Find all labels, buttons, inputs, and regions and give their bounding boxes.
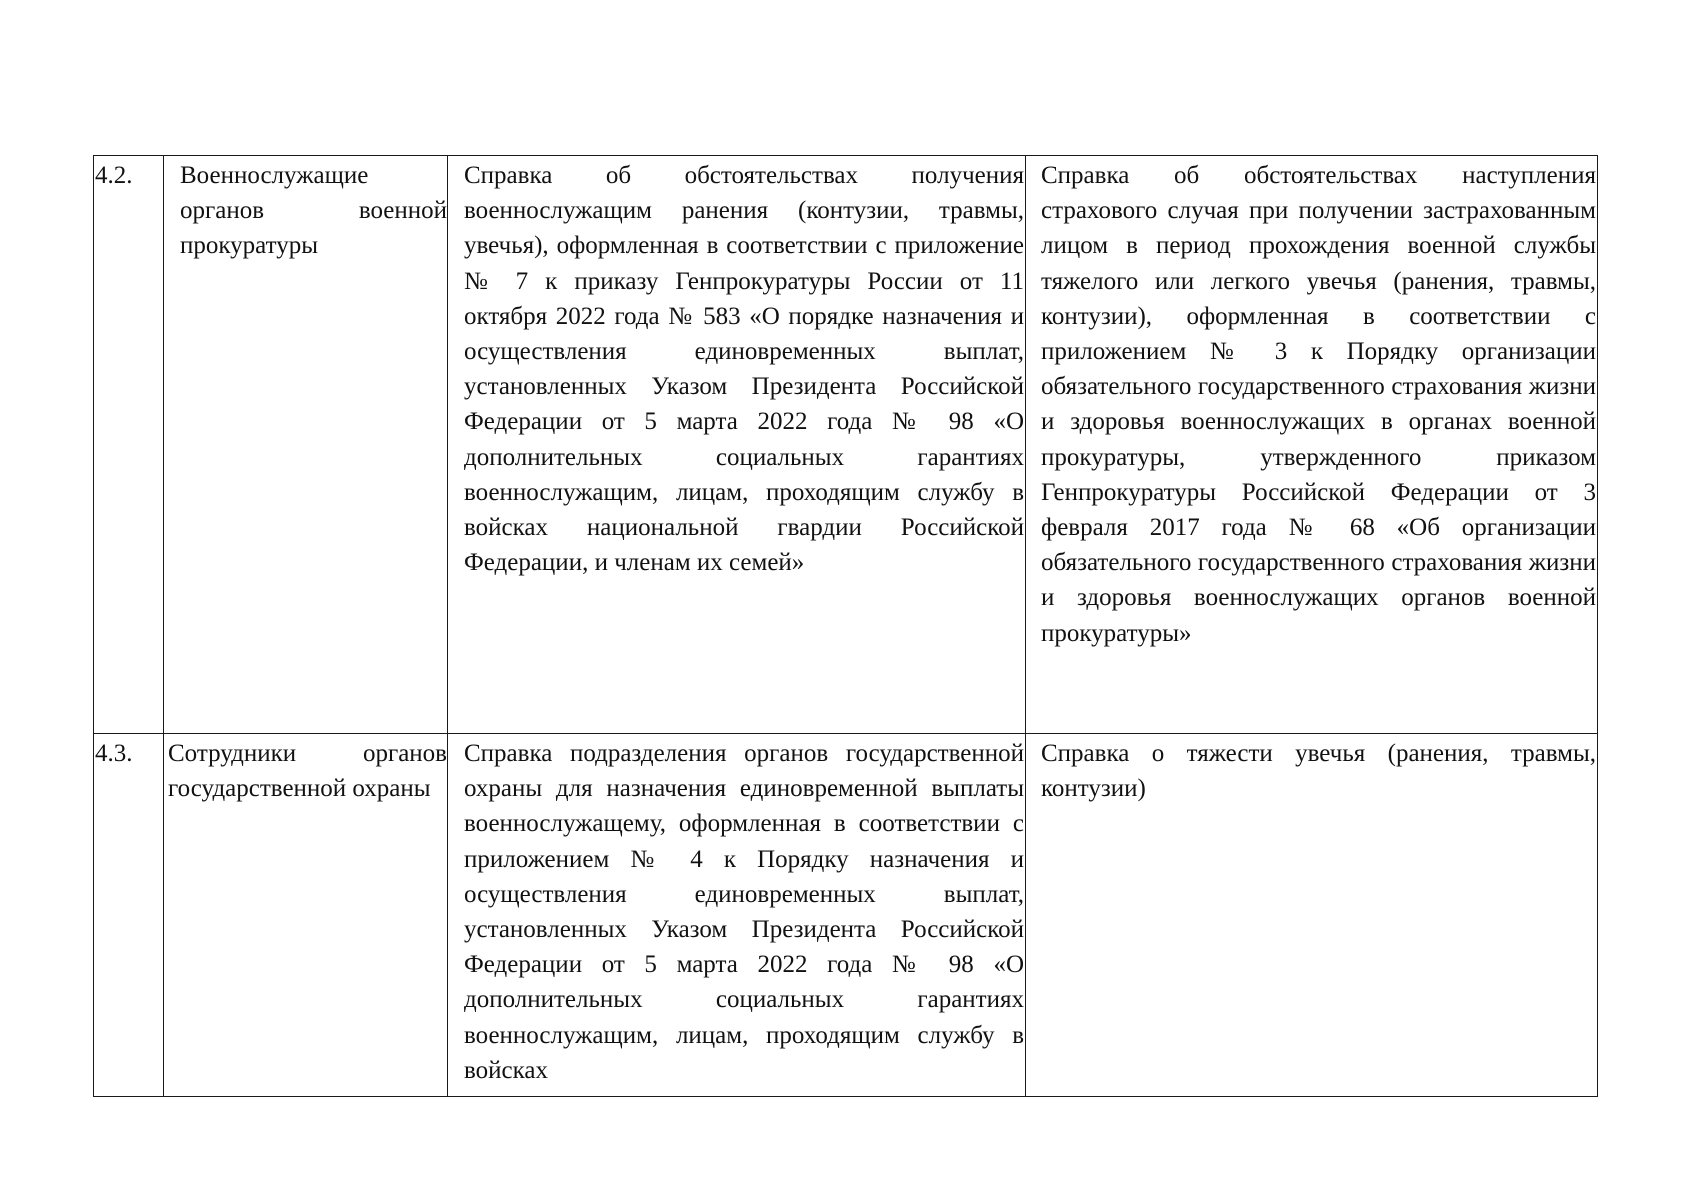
row-category: Сотрудники органов государственной охраны bbox=[164, 734, 448, 1097]
row-number: 4.2. bbox=[94, 156, 164, 734]
row-document-secondary: Справка о тяжести увечья (ранения, травмы, контузии) bbox=[1026, 734, 1598, 1097]
table-row bbox=[94, 156, 1598, 734]
row-number: 4.3. bbox=[94, 734, 164, 1097]
documents-table bbox=[93, 155, 1598, 1097]
row-document-secondary: Справка об обстоятельствах наступления страхового случая при получении застрахованным лицом в период прохождения военной службы тяжелого или легкого увечья (ранения, травмы, контузии), оформленная в соответствии с приложением № 3 к Порядку организации обязательного государственного страхования жизни и здоровья военнослужащих в органах военной прокуратуры, утвержденного приказом Генпрокуратуры Российской Федерации от 3 февраля 2017 года № 68 «Об организации обязательного государственного страхования жизни и здоровья военнослужащих органов военной прокуратуры» bbox=[1026, 156, 1598, 734]
table-row bbox=[94, 734, 1598, 1097]
row-category: Военнослужащие органов военной прокуратуры bbox=[164, 156, 448, 734]
row-document-primary: Справка об обстоятельствах получения военнослужащим ранения (контузии, травмы, увечья), оформленная в соответствии с приложение № 7 к приказу Генпрокуратуры России от 11 октября 2022 года № 583 «О порядке назначения и осуществления единовременных выплат, установленных Указом Президента Российской Федерации от 5 марта 2022 года № 98 «О дополнительных социальных гарантиях военнослужащим, лицам, проходящим службу в войсках национальной гвардии Российской Федерации, и членам их семей» bbox=[448, 156, 1026, 734]
row-document-primary-cell bbox=[448, 734, 1026, 1097]
row-document-primary: Справка подразделения органов государственной охраны для назначения единовременной выплаты военнослужащему, оформленная в соответствии с приложением № 4 к Порядку назначения и осуществления единовременных выплат, установленных Указом Президента Российской Федерации от 5 марта 2022 года № 98 «О дополнительных социальных гарантиях военнослужащим, лицам, проходящим службу в войсках bbox=[464, 740, 1024, 1084]
